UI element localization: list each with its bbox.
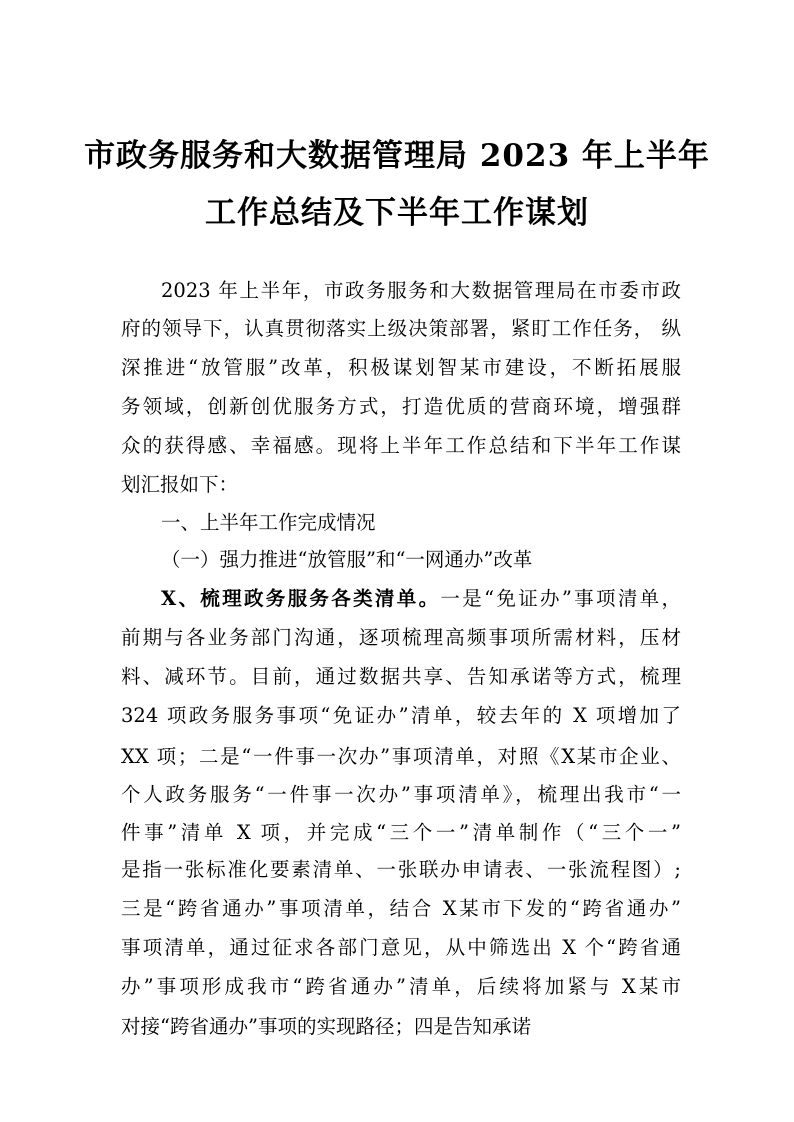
intro-line-1: 2023 年上半年，市政务服务和大数据管理局在市委市政 bbox=[161, 279, 681, 302]
section-1-line-12: 对接“跨省通办”事项的实现路径；四是告知承诺 bbox=[121, 1015, 531, 1038]
section-heading-2: （一）强力推进“放管服”和“一网通办”改革 bbox=[161, 548, 533, 571]
intro-line-6: 划汇报如下： bbox=[121, 473, 239, 496]
document-title-line-1: 市政务服务和大数据管理局 2023 年上半年 bbox=[84, 138, 710, 174]
section-1-line-11: 办”事项形成我市“跨省通办”清单，后续将加紧与 X某市 bbox=[121, 975, 681, 998]
section-1-line-6: 个人政务服务“一件事一次办”事项清单》，梳理出我市“一 bbox=[121, 783, 681, 806]
intro-line-2: 府的领导下，认真贯彻落实上级决策部署，紧盯工作任务， 纵 bbox=[121, 317, 681, 340]
document-title-line-2: 工作总结及下半年工作谋划 bbox=[205, 195, 589, 231]
section-1-line-8: 是指一张标准化要素清单、一张联办申请表、一张流程图）; bbox=[121, 858, 681, 881]
intro-line-5: 众的获得感、幸福感。现将上半年工作总结和下半年工作谋 bbox=[121, 434, 681, 457]
section-1-line-10: 事项清单，通过征求各部门意见，从中筛选出 X 个“跨省通 bbox=[121, 936, 681, 959]
section-1-line-3: 料、减环节。目前，通过数据共享、告知承诺等方式，梳理 bbox=[121, 665, 681, 688]
intro-line-3: 深推进“放管服”改革，积极谋划智某市建设，不断拓展服 bbox=[121, 356, 681, 379]
section-1-line-7: 件事”清单 X 项，并完成“三个一”清单制作（“三个一” bbox=[121, 821, 681, 844]
section-1-line-1 bbox=[161, 584, 681, 614]
section-1-line-2: 前期与各业务部门沟通，逐项梳理高频事项所需材料，压材 bbox=[121, 626, 681, 649]
section-1-line-9: 三是“跨省通办”事项清单，结合 X某市下发的“跨省通办” bbox=[121, 897, 681, 920]
section-1-line-5: XX 项；二是“一件事一次办”事项清单，对照《X某市企业、 bbox=[121, 745, 681, 768]
intro-line-4: 务领域，创新创优服务方式，打造优质的营商环境，增强群 bbox=[121, 395, 681, 418]
section-heading-1: 一、上半年工作完成情况 bbox=[161, 511, 376, 534]
section-1-lead: X、梳理政务服务各类清单。 bbox=[161, 587, 441, 610]
section-1-line-4: 324 项政务服务事项“免证办”清单，较去年的 X 项增加了 bbox=[121, 704, 681, 727]
section-1-line-1-text: 一是“免证办”事项清单， bbox=[440, 587, 681, 610]
